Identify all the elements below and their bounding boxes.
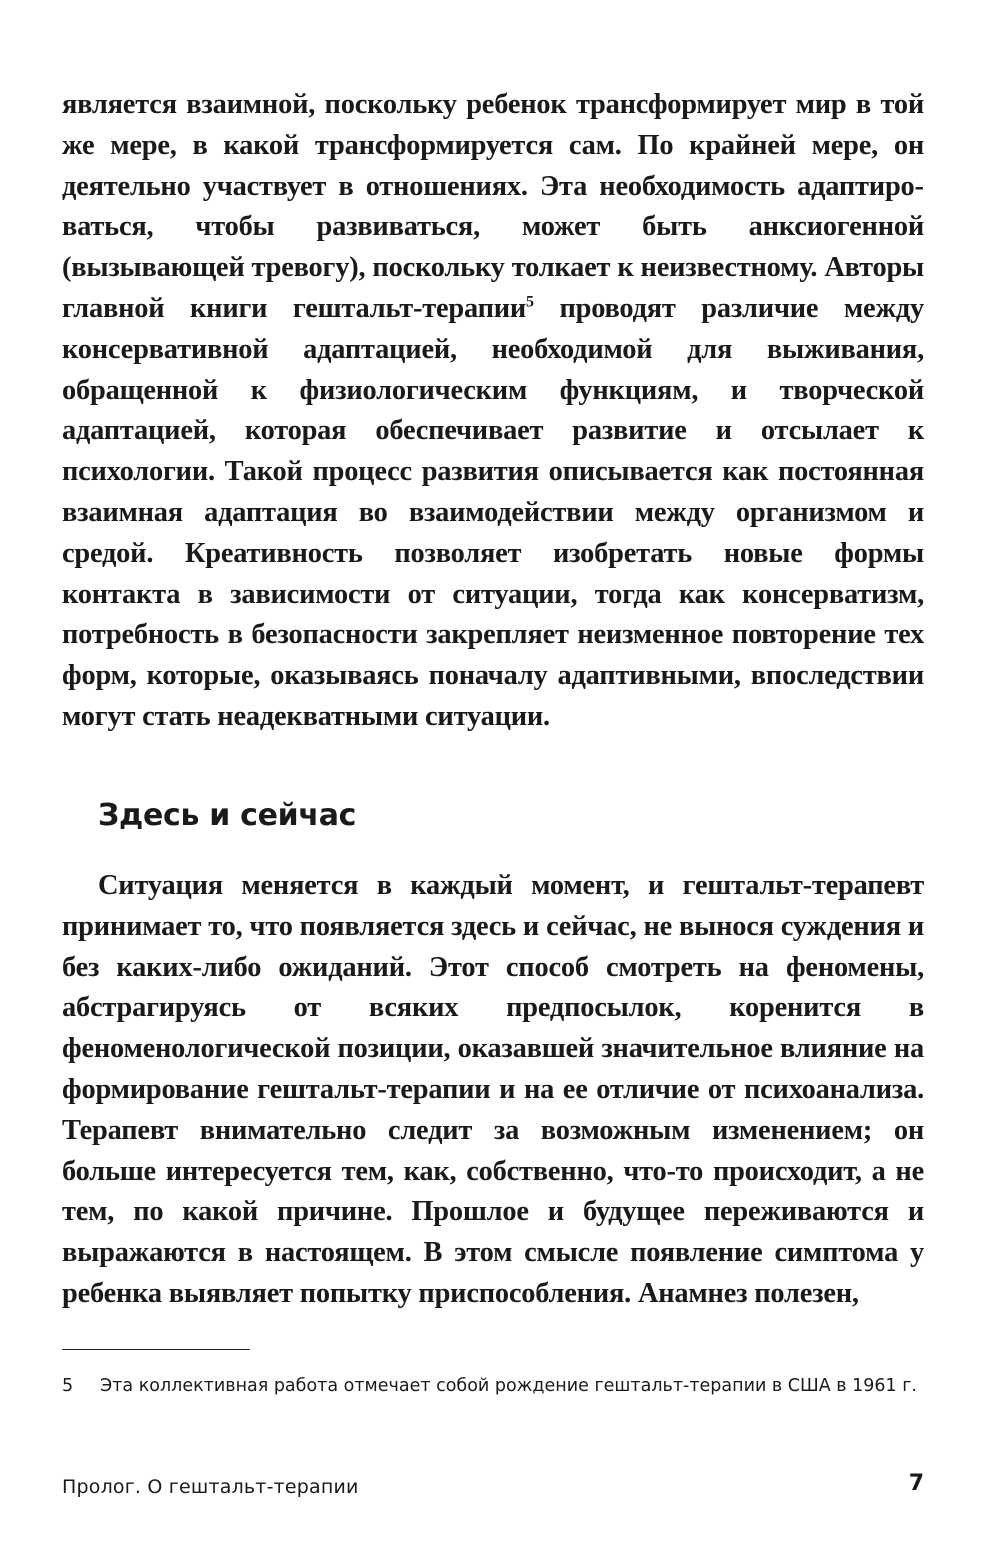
paragraph-1-text xyxy=(62,85,924,738)
paragraph-1-part-2: проводят различие между консервативной адаптацией, необходимой для выживания, обращенной к физиологическим функциям, и творческой адаптацией, которая обеспечивает развитие и отсылает к психологии. Такой процесс развития описывается как постоянная взаимная адаптация во взаимодействии между организмом и средой. Креативность позволяет изобретать новые формы контакта в зависимости от ситуации, тогда как консерватизм, потребность в безопасности закрепляет неизменное повторение тех форм, которые, оказываясь поначалу адаптивными, впоследствии могут стать неадекватными ситуации. xyxy=(62,292,924,732)
footnote xyxy=(62,1373,924,1400)
paragraph-here-and-now xyxy=(62,866,924,1315)
paragraph-2-text: Ситуация меняется в каждый момент, и гештальт-терапевт принимает то, что появляется здесь и сейчас, не вынося суждения и без каких-либо ожиданий. Этот способ смотреть на феномены, абстрагируясь от всяких предпосылок, коренится в феноменологической позиции, оказавшей значительное влияние на формирование гештальт-терапии и на ее отличие от психоанализа. Терапевт внимательно следит за возможным изменением; он больше интересуется тем, как, собственно, что-то происходит, а не тем, по какой причине. Прошлое и будущее переживаются и выражаются в настоящем. В этом смысле появление симптома у ребенка выявляет попытку приспособления. Анамнез полезен, xyxy=(62,870,924,1309)
paragraph-1-part-1: является взаимной, поскольку ребенок трансформирует мир в той же мере, в какой трансформируется сам. По крайней мере, он деятельно участвует в отношениях. Эта необходимость адаптироваться, чтобы развиваться, может быть анксиогенной (вызывающей тревогу), поскольку толкает к неизвестному. Авторы главной книги гештальт-терапии xyxy=(62,89,924,324)
page-number: 7 xyxy=(908,1471,924,1496)
footnote-reference: 5 xyxy=(526,293,534,311)
footnote-text: Эта коллективная работа отмечает собой рождение гештальт-терапии в США в 1961 г. xyxy=(100,1376,917,1396)
paragraph-adaptation xyxy=(62,85,924,738)
section-heading: Здесь и сейчас xyxy=(98,798,357,833)
footnote-divider xyxy=(62,1349,250,1350)
footnote-number: 5 xyxy=(62,1376,74,1396)
running-title: Пролог. О гештальт-терапии xyxy=(62,1476,359,1498)
